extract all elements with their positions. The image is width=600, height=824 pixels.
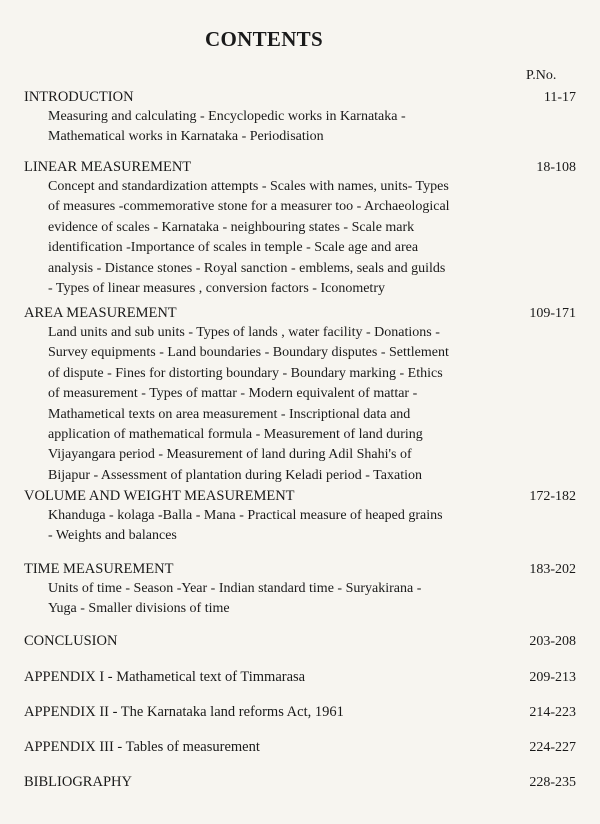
section-time-measurement (24, 560, 576, 620)
description-line: evidence of scales - Karnataka - neighbouring states - Scale mark (48, 219, 415, 235)
section-appendix-3 (24, 738, 576, 756)
section-appendix-1 (24, 668, 576, 686)
section-bibliography (24, 773, 576, 791)
section-page-range: 183-202 (529, 562, 576, 577)
section-description (48, 506, 516, 547)
description-line: identification -Importance of scales in temple - Scale age and area (48, 240, 419, 256)
section-page-range: 172-182 (529, 489, 576, 504)
section-appendix-2 (24, 703, 576, 721)
section-title: AREA MEASUREMENT (24, 305, 177, 321)
description-line: Land units and sub units - Types of lands , water facility - Donations - (48, 325, 440, 340)
section-heading (24, 487, 576, 505)
description-line: Bijapur - Assessment of plantation during Keladi period - Taxation (48, 467, 422, 483)
description-line: Concept and standardization attempts - Scales with names, units- Types (48, 179, 449, 194)
section-heading (24, 738, 576, 756)
section-title: TIME MEASUREMENT (24, 561, 174, 577)
description-line: Khanduga - kolaga -Balla - Mana - Practical measure of heaped grains (48, 508, 443, 523)
section-volume-weight-measurement (24, 487, 576, 547)
section-title: APPENDIX III - Tables of measurement (24, 739, 260, 755)
section-heading (24, 88, 576, 106)
section-page-range: 224-227 (529, 740, 576, 755)
section-page-range: 18-108 (536, 160, 576, 175)
section-title: APPENDIX I - Mathametical text of Timmarasa (24, 669, 306, 685)
description-line: - Types of linear measures , conversion factors - Iconometry (48, 281, 385, 297)
section-page-range: 228-235 (529, 775, 576, 790)
description-line: of dispute - Fines for distorting boundary - Boundary marking - Ethics (48, 365, 443, 381)
section-heading (24, 632, 576, 650)
section-description (48, 107, 516, 148)
description-line: of measurement - Types of mattar - Modern equivalent of mattar - (48, 386, 418, 402)
description-line: Units of time - Season -Year - Indian standard time - Suryakirana - (48, 581, 422, 596)
section-title: BIBLIOGRAPHY (24, 774, 132, 790)
description-line: - Weights and balances (48, 528, 177, 544)
description-line: Mathametical texts on area measurement - Inscriptional data and (48, 406, 411, 422)
section-title: VOLUME AND WEIGHT MEASUREMENT (24, 488, 295, 504)
description-line: Yuga - Smaller divisions of time (48, 601, 230, 617)
section-title: LINEAR MEASUREMENT (24, 159, 192, 175)
section-conclusion (24, 632, 576, 650)
section-area-measurement (24, 304, 576, 486)
page-title: CONTENTS (205, 27, 323, 51)
section-heading (24, 304, 576, 322)
section-description (48, 579, 516, 620)
description-line: Measuring and calculating - Encyclopedic works in Karnataka - (48, 109, 406, 124)
section-description (48, 323, 516, 486)
section-title: CONCLUSION (24, 633, 118, 649)
description-line: Vijayangara period - Measurement of land during Adil Shahi's of (48, 447, 412, 463)
section-heading (24, 703, 576, 721)
description-line: Survey equipments - Land boundaries - Boundary disputes - Settlement (48, 345, 449, 361)
description-line: of measures -commemorative stone for a measurer too - Archaeological (48, 199, 450, 215)
description-line: analysis - Distance stones - Royal sanction - emblems, seals and guilds (48, 260, 446, 276)
page-number-header: P.No. (526, 68, 557, 83)
section-description (48, 177, 516, 299)
section-page-range: 209-213 (529, 670, 576, 685)
section-page-range: 11-17 (543, 90, 576, 105)
section-title: APPENDIX II - The Karnataka land reforms Act, 1961 (24, 704, 344, 720)
section-heading (24, 668, 576, 686)
section-heading (24, 773, 576, 791)
description-line: Mathematical works in Karnataka - Periodisation (48, 129, 324, 145)
section-heading (24, 158, 576, 176)
section-introduction (24, 88, 576, 148)
description-line: application of mathematical formula - Measurement of land during (48, 427, 423, 443)
section-page-range: 109-171 (529, 306, 576, 321)
section-title: INTRODUCTION (24, 89, 134, 105)
section-page-range: 214-223 (529, 705, 576, 720)
section-linear-measurement (24, 158, 576, 299)
section-heading (24, 560, 576, 578)
section-page-range: 203-208 (529, 634, 576, 649)
